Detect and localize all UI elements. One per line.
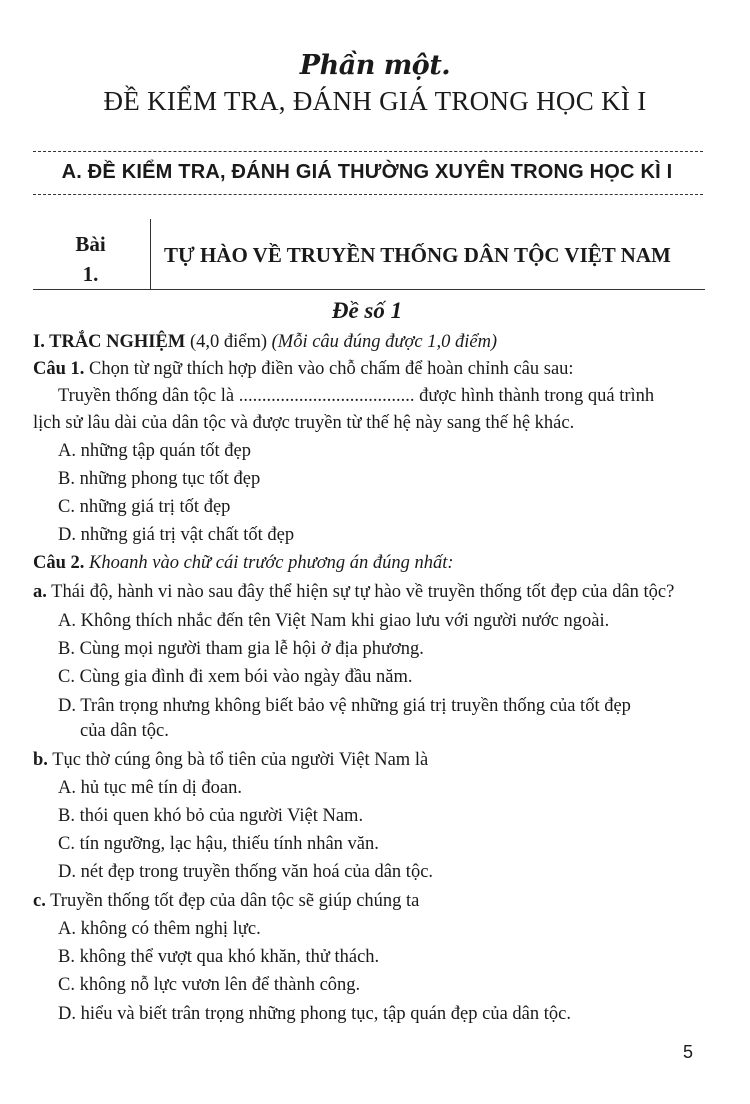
q2c-option-b: B. không thể vượt qua khó khăn, thử thách. [58, 947, 380, 967]
q2c-label: c. [33, 891, 46, 911]
q2b-label: b. [33, 750, 48, 770]
q2-prompt-text: Khoanh vào chữ cái trước phương án đúng nhất: [84, 553, 454, 573]
lesson-divider [150, 219, 151, 289]
lesson-number [33, 229, 148, 289]
part-title: Phần một. [299, 50, 451, 81]
q2b-option-d: D. nét đẹp trong truyền thống văn hoá của dân tộc. [58, 862, 434, 882]
q1-label: Câu 1. [33, 359, 85, 379]
q2a-option-b: B. Cùng mọi người tham gia lễ hội ở địa phương. [58, 639, 424, 659]
q1-option-d: D. những giá trị vật chất tốt đẹp [58, 525, 295, 545]
q2b-question [33, 748, 428, 772]
lesson-title: TỰ HÀO VỀ TRUYỀN THỐNG DÂN TỘC VIỆT NAM [164, 243, 671, 267]
q2a-option-d: D. Trân trọng nhưng không biết bảo vệ những giá trị truyền thống của tốt đẹp [58, 696, 631, 716]
q2b-option-c: C. tín ngưỡng, lạc hậu, thiếu tính nhân văn. [58, 834, 379, 854]
q2a-question-text: Thái độ, hành vi nào sau đây thể hiện sự tự hào về truyền thống tốt đẹp của dân tộc? [46, 582, 675, 602]
q2b-question-text: Tục thờ cúng ông bà tổ tiên của người Việt Nam là [47, 750, 429, 770]
q1-option-a: A. những tập quán tốt đẹp [58, 441, 251, 461]
q2c-option-c: C. không nỗ lực vươn lên để thành công. [58, 975, 361, 995]
section-title: A. ĐỀ KIỂM TRA, ĐÁNH GIÁ THƯỜNG XUYÊN TRONG HỌC KÌ I [61, 161, 673, 183]
q2b-option-b: B. thói quen khó bỏ của người Việt Nam. [58, 806, 364, 826]
q1-sentence-line-2: lịch sử lâu dài của dân tộc và được truyền từ thế hệ này sang thế hệ khác. [33, 413, 575, 433]
q2c-option-a: A. không có thêm nghị lực. [58, 919, 261, 939]
q2-prompt [33, 551, 454, 575]
q1-prompt-text: Chọn từ ngữ thích hợp điền vào chỗ chấm để hoàn chỉnh câu sau: [84, 359, 574, 379]
lesson-header [33, 219, 705, 290]
main-title: ĐỀ KIỂM TRA, ĐÁNH GIÁ TRONG HỌC KÌ I [103, 86, 647, 116]
page-number: 5 [683, 1042, 694, 1062]
q2a-option-c: C. Cùng gia đình đi xem bói vào ngày đầu năm. [58, 667, 413, 687]
lesson-label: Bài [75, 232, 106, 256]
q2-label: Câu 2. [33, 553, 85, 573]
q2c-question [33, 889, 419, 913]
lesson-number-value: 1. [82, 262, 99, 286]
q1-sentence-line-1: Truyền thống dân tộc là ...................................... được hình thành trong quá trình [58, 386, 655, 406]
part1-heading [33, 330, 497, 354]
part1-note: (Mỗi câu đúng được 1,0 điểm) [271, 332, 498, 352]
q2c-question-text: Truyền thống tốt đẹp của dân tộc sẽ giúp chúng ta [45, 891, 420, 911]
q2a-option-d-continued: của dân tộc. [80, 721, 169, 741]
q2c-option-d: D. hiểu và biết trân trọng những phong tục, tập quán đẹp của dân tộc. [58, 1004, 571, 1024]
part1-heading-label: I. TRẮC NGHIỆM [33, 332, 186, 352]
q2a-question [33, 580, 674, 604]
q2a-label: a. [33, 582, 47, 602]
exam-title: Đề số 1 [331, 298, 403, 323]
top-dashed-divider [33, 151, 703, 152]
q2b-option-a: A. hủ tục mê tín dị đoan. [58, 778, 242, 798]
q1-option-b: B. những phong tục tốt đẹp [58, 469, 261, 489]
q1-option-c: C. những giá trị tốt đẹp [58, 497, 231, 517]
bottom-dashed-divider [33, 194, 703, 195]
q1-prompt [33, 357, 574, 381]
part1-points: (4,0 điểm) [185, 332, 272, 352]
q2a-option-a: A. Không thích nhắc đến tên Việt Nam khi giao lưu với người nước ngoài. [58, 611, 610, 631]
